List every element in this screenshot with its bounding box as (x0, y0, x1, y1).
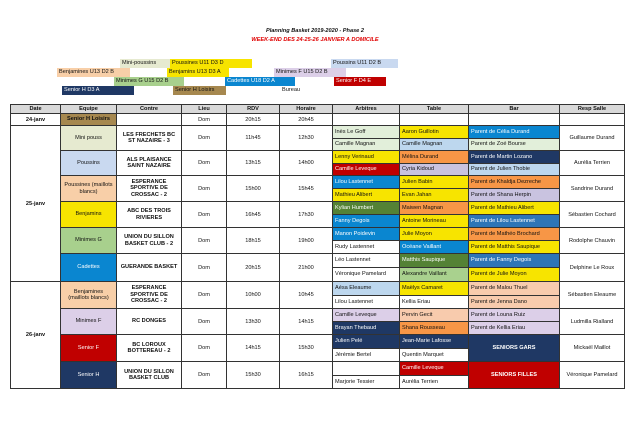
column-header: Bar (469, 105, 560, 114)
referee-cell (333, 114, 400, 126)
game-time-cell: 14h00 (280, 151, 333, 176)
table-official-cell: Shana Rousseau (400, 322, 469, 335)
referee-cell: Lenny Verinaud (333, 151, 400, 164)
bar-cell: Parent de Martin Lozano (469, 151, 560, 164)
referee-cell: Inès Le Goff (333, 126, 400, 139)
table-row (11, 202, 625, 215)
team-cell: Mini pouss (61, 126, 117, 151)
hall-manager-cell: Sébastien Eleaume (560, 282, 625, 309)
referee-cell: Camille Magnan (333, 138, 400, 151)
referee-cell (333, 362, 400, 376)
opponent-cell: LES FRECHETS BC ST NAZAIRE - 3 (117, 126, 182, 151)
table-official-cell: Cyria Kidoud (400, 163, 469, 176)
game-time-cell: 17h30 (280, 202, 333, 228)
legend-chip: Bureau (280, 86, 320, 95)
legend-chip: Benjamines U13 D2 B (57, 68, 130, 77)
table-official-cell: Océane Vaillant (400, 241, 469, 254)
table-official-cell (400, 114, 469, 126)
column-header: Contre (117, 105, 182, 114)
table-row (11, 228, 625, 241)
hall-manager-cell: Mickaël Maillot (560, 335, 625, 362)
legend-chip: Benjamins U13 D3 A (167, 68, 229, 77)
column-header: Arbitres (333, 105, 400, 114)
meeting-time-cell: 20h15 (227, 114, 280, 126)
meeting-time-cell: 20h15 (227, 254, 280, 282)
table-official-cell: Pervin Gecit (400, 309, 469, 322)
hall-manager-cell: Aurélia Terrien (560, 151, 625, 176)
hall-manager-cell: Véronique Pamelard (560, 362, 625, 389)
meeting-time-cell: 13h30 (227, 309, 280, 335)
table-official-cell: Aurélia Terrien (400, 375, 469, 389)
bar-cell: Parent de Jenna Dano (469, 295, 560, 309)
referee-cell: Mathieu Alibert (333, 189, 400, 202)
referee-cell: Fanny Degois (333, 215, 400, 228)
legend-chip: Poussines U11 D3 D (170, 59, 252, 68)
table-row (11, 254, 625, 268)
referee-cell: Léo Lastennet (333, 254, 400, 268)
game-time-cell: 10h45 (280, 282, 333, 309)
bar-cell: Parent de Zoé Bourse (469, 138, 560, 151)
team-cell: Senior F (61, 335, 117, 362)
meeting-time-cell: 11h45 (227, 126, 280, 151)
referee-cell: Camille Leveque (333, 163, 400, 176)
opponent-cell: BC LOROUX BOTTEREAU - 2 (117, 335, 182, 362)
date-cell: 26-janv (11, 282, 61, 389)
bar-cell: Parent de Malou Thuel (469, 282, 560, 296)
column-header: Lieu (182, 105, 227, 114)
column-header: Equipe (61, 105, 117, 114)
hall-manager-cell: Guillaume Durand (560, 126, 625, 151)
bar-cell: SENIORS FILLES (469, 362, 560, 389)
game-time-cell: 15h30 (280, 335, 333, 362)
team-cell: Poussins (61, 151, 117, 176)
meeting-time-cell: 10h00 (227, 282, 280, 309)
legend-chip: Poussins U11 D2 B (331, 59, 398, 68)
team-cell: Cadettes (61, 254, 117, 282)
bar-cell (469, 114, 560, 126)
legend-chip: Senior F D4 E (334, 77, 386, 86)
game-time-cell: 16h15 (280, 362, 333, 389)
team-cell: Senior H (61, 362, 117, 389)
venue-cell: Dom (182, 254, 227, 282)
column-header: RDV (227, 105, 280, 114)
hall-manager-cell: Ludmilla Rialland (560, 309, 625, 335)
bar-cell: Parent de Louna Ruiz (469, 309, 560, 322)
game-time-cell: 12h30 (280, 126, 333, 151)
table-official-cell: Maëlys Camaret (400, 282, 469, 296)
hall-manager-cell (560, 114, 625, 126)
table-official-cell: Matthis Saupique (400, 254, 469, 268)
table-row (11, 114, 625, 126)
opponent-cell: ESPERANCE SPORTIVE DE CROSSAC - 2 (117, 176, 182, 202)
game-time-cell: 19h00 (280, 228, 333, 254)
game-time-cell: 21h00 (280, 254, 333, 282)
table-official-cell: Camille Magnan (400, 138, 469, 151)
bar-cell: Parent de Khaldja Dezreche (469, 176, 560, 189)
opponent-cell: GUERANDE BASKET (117, 254, 182, 282)
bar-cell: Parent de Fanny Degois (469, 254, 560, 268)
bar-cell: Parent de Julie Moyon (469, 268, 560, 282)
legend-chip: Senior H D3 A (62, 86, 134, 95)
hall-manager-cell: Sébastien Cochard (560, 202, 625, 228)
table-official-cell: Alexandre Vaillant (400, 268, 469, 282)
legend-chip: Cadettes U18 D2 A (225, 77, 295, 86)
date-cell: 25-janv (11, 126, 61, 282)
game-time-cell: 20h45 (280, 114, 333, 126)
bar-cell: Parent de Mathieu Alibert (469, 202, 560, 215)
venue-cell: Dom (182, 126, 227, 151)
opponent-cell: UNION DU SILLON BASKET CLUB (117, 362, 182, 389)
team-cell: Minimes F (61, 309, 117, 335)
schedule-table (10, 104, 625, 389)
referee-cell: Camille Leveque (333, 309, 400, 322)
table-row (11, 126, 625, 139)
meeting-time-cell: 18h15 (227, 228, 280, 254)
referee-cell: Lilou Lastennet (333, 176, 400, 189)
column-header: Table (400, 105, 469, 114)
referee-cell: Rudy Lastennet (333, 241, 400, 254)
table-row (11, 335, 625, 349)
page-subtitle: WEEK-END DES 24-25-26 JANVIER A DOMICILE (251, 37, 379, 43)
table-row (11, 176, 625, 189)
team-cell: Senior H Loisirs (61, 114, 117, 126)
meeting-time-cell: 15h30 (227, 362, 280, 389)
game-time-cell: 15h45 (280, 176, 333, 202)
team-cell: Benjamines (maillots blancs) (61, 282, 117, 309)
team-cell: Benjamins (61, 202, 117, 228)
table-official-cell: Jean-Marie Lafosse (400, 335, 469, 349)
page-title: Planning Basket 2019-2020 - Phase 2 (266, 28, 364, 34)
table-row (11, 282, 625, 296)
referee-cell: Julien Pelé (333, 335, 400, 349)
opponent-cell: UNION DU SILLON BASKET CLUB - 2 (117, 228, 182, 254)
table-official-cell: Camille Leveque (400, 362, 469, 376)
column-header: Date (11, 105, 61, 114)
game-time-cell: 14h15 (280, 309, 333, 335)
table-official-cell: Mélina Durand (400, 151, 469, 164)
venue-cell: Dom (182, 335, 227, 362)
column-header: Horaire (280, 105, 333, 114)
table-official-cell: Evan Jahan (400, 189, 469, 202)
table-official-cell: Quentin Marquet (400, 348, 469, 362)
bar-cell: Parent de Mathéo Brochard (469, 228, 560, 241)
legend-chip: Minimes F U15 D2 B (274, 68, 346, 77)
table-official-cell: Kellia Eriau (400, 295, 469, 309)
legend-chip: Senior H Loisirs (173, 86, 226, 95)
venue-cell: Dom (182, 202, 227, 228)
meeting-time-cell: 14h15 (227, 335, 280, 362)
opponent-cell: RC DONGES (117, 309, 182, 335)
venue-cell: Dom (182, 282, 227, 309)
bar-cell: Parent de Lilou Lastennet (469, 215, 560, 228)
venue-cell: Dom (182, 362, 227, 389)
bar-cell: SENIORS GARS (469, 335, 560, 362)
bar-cell: Parent de Shana Herpin (469, 189, 560, 202)
referee-cell: Aésa Eleaume (333, 282, 400, 296)
bar-cell: Parent de Célia Durand (469, 126, 560, 139)
referee-cell: Brayan Thebaud (333, 322, 400, 335)
table-official-cell: Maiwen Magnan (400, 202, 469, 215)
opponent-cell: ABC DES TROIS RIVIERES (117, 202, 182, 228)
table-official-cell: Julien Babin (400, 176, 469, 189)
venue-cell: Dom (182, 151, 227, 176)
venue-cell: Dom (182, 228, 227, 254)
table-header-row (11, 105, 625, 114)
referee-cell: Manon Poidevin (333, 228, 400, 241)
team-cell: Minimes G (61, 228, 117, 254)
venue-cell: Dom (182, 114, 227, 126)
table-official-cell: Aaron Guillotin (400, 126, 469, 139)
venue-cell: Dom (182, 309, 227, 335)
meeting-time-cell: 13h15 (227, 151, 280, 176)
team-cell: Poussines (maillots blancs) (61, 176, 117, 202)
bar-cell: Parent de Kellia Eriau (469, 322, 560, 335)
referee-cell: Kylian Humbert (333, 202, 400, 215)
column-header: Resp Salle (560, 105, 625, 114)
legend-chip: Mini-poussins (120, 59, 172, 68)
meeting-time-cell: 16h45 (227, 202, 280, 228)
bar-cell: Parent de Matthis Saupique (469, 241, 560, 254)
venue-cell: Dom (182, 176, 227, 202)
hall-manager-cell: Rodolphe Chauvin (560, 228, 625, 254)
opponent-cell (117, 114, 182, 126)
opponent-cell: ALS PLAISANCE SAINT NAZAIRE (117, 151, 182, 176)
table-official-cell: Julie Moyon (400, 228, 469, 241)
table-row (11, 362, 625, 376)
table-row (11, 151, 625, 164)
opponent-cell: ESPERANCE SPORTIVE DE CROSSAC - 2 (117, 282, 182, 309)
bar-cell: Parent de Julien Thobie (469, 163, 560, 176)
referee-cell: Marjorie Tessier (333, 375, 400, 389)
hall-manager-cell: Delphine Le Roux (560, 254, 625, 282)
referee-cell: Véronique Pamelard (333, 268, 400, 282)
table-official-cell: Antoine Morineau (400, 215, 469, 228)
meeting-time-cell: 15h00 (227, 176, 280, 202)
referee-cell: Jérémie Bertel (333, 348, 400, 362)
referee-cell: Lilou Lastennet (333, 295, 400, 309)
hall-manager-cell: Sandrine Durand (560, 176, 625, 202)
legend-chip: Minimes G U15 D2 B (114, 77, 184, 86)
table-row (11, 309, 625, 322)
date-cell: 24-janv (11, 114, 61, 126)
